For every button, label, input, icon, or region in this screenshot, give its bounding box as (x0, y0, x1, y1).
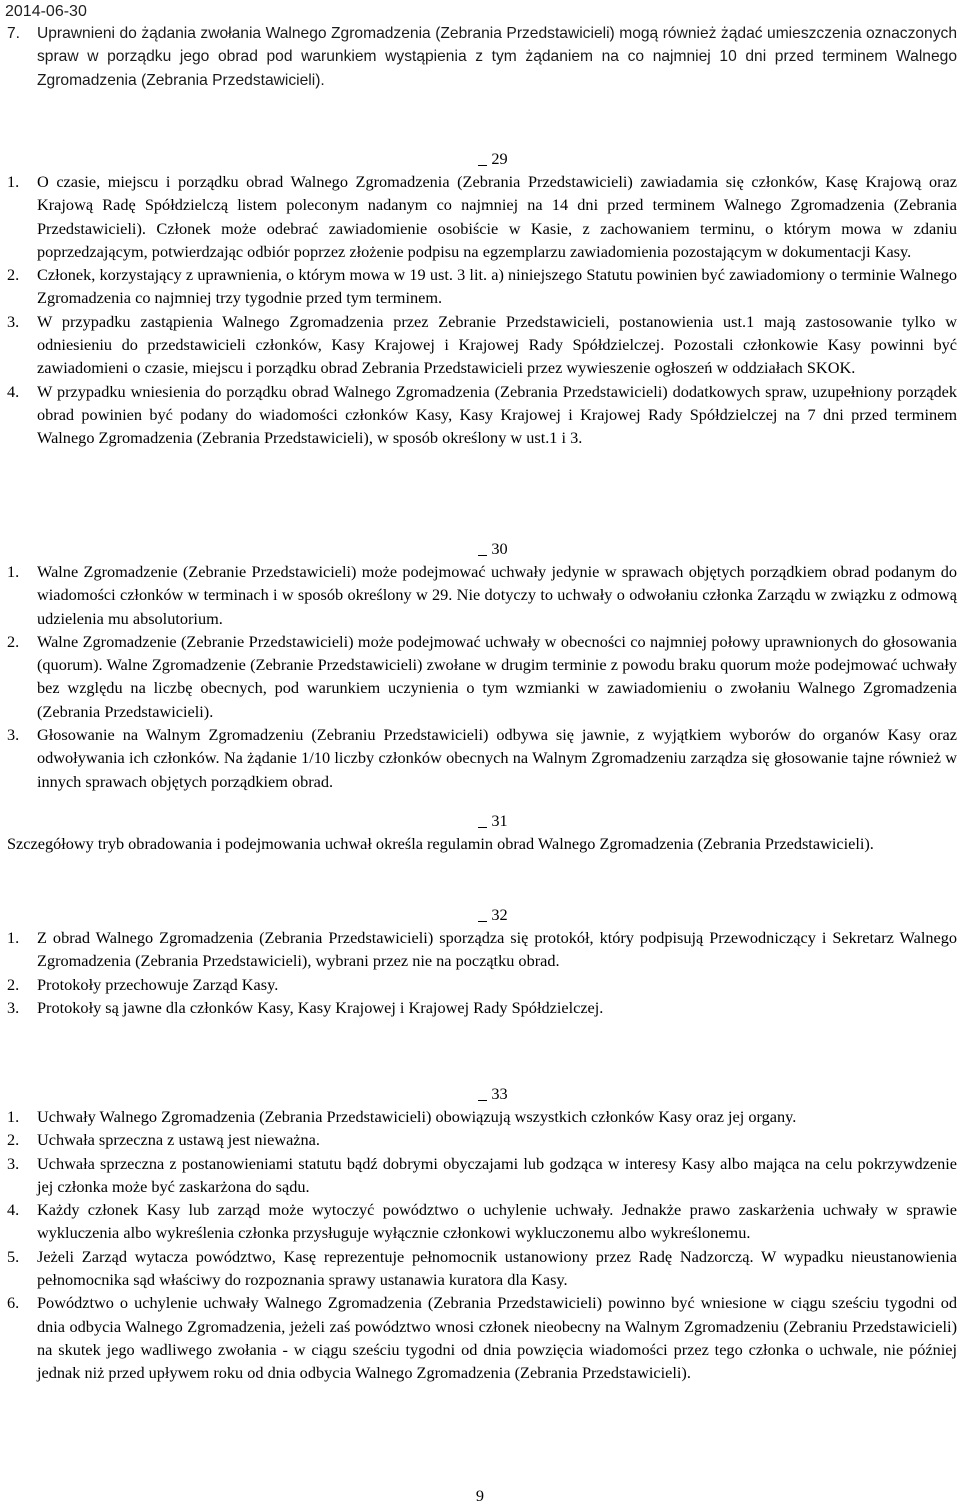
item-text: Walne Zgromadzenie (Zebranie Przedstawicieli) może podejmować uchwały w obecności co najmniej połowy uprawnionych do głosowania (quorum). Walne Zgromadzenie (Zebranie Przedstawicieli) zwołane w drugim terminie z powodu braku quorum może podejmować uchwały bez względu na liczbę obecnych, pod warunkiem uczynienia o tym wzmianki w zawiadomieniu o zwołaniu Walnego Zgromadzenia (Zebrania Przedstawicieli). (37, 631, 957, 721)
list-item (7, 380, 957, 450)
item-number: 2. (7, 631, 20, 651)
item-text: W przypadku zastąpienia Walnego Zgromadzenia przez Zebranie Przedstawicieli, postanowienia ust.1 mają zastosowanie tylko w odniesieniu do przedstawicieli członków, Kasy Krajowej i Krajowej Rady Spółdzielczej. Pozostali członkowie Kasy powinni być zawiadomieni o czasie, miejscu i porządku obrad Zebrania Przedstawicieli przez wywieszenie ogłoszeń w oddziałach SKOK. (37, 311, 957, 378)
section-29-list (7, 170, 957, 450)
section-heading-32 (463, 903, 523, 926)
item-number: 2. (7, 265, 20, 285)
section-heading-31 (463, 809, 523, 832)
list-item (7, 996, 957, 1019)
item-text: Powództwo o uchylenie uchwały Walnego Zgromadzenia (Zebrania Przedstawicieli) powinno być wniesione w ciągu sześciu tygodni od dnia odbycia Walnego Zgromadzenia, jeżeli zaś powództwo wnosi członek nieobecny na Walnym Zgromadzeniu (Zebraniu Przedstawicieli) na skutek jego wadliwego zwołania - w ciągu sześciu tygodni od dnia powzięcia wiadomości przez tego członka o uchwale, nie później jednak niż przed upływem roku od dnia odbycia Walnego Zgromadzenia (Zebrania Przedstawicieli). (37, 1293, 957, 1383)
item-text: Z obrad Walnego Zgromadzenia (Zebrania Przedstawicieli) sporządza się protokół, który podpisują Przewodniczący i Sekretarz Walnego Zgromadzenia (Zebrania Przedstawicieli), wybrani przez nie na początku obrad. (37, 928, 957, 971)
item-text: Uchwały Walnego Zgromadzenia (Zebrania Przedstawicieli) obowiązują wszystkich członków Kasy oraz jej organy. (37, 1107, 797, 1126)
list-item (7, 1128, 957, 1151)
section-33-list (7, 1105, 957, 1385)
item-text: Protokoły przechowuje Zarząd Kasy. (37, 974, 279, 994)
item-number: 1. (7, 1107, 20, 1126)
item-number: 1. (7, 928, 20, 947)
list-item (7, 1198, 957, 1245)
section-sign-icon (478, 816, 487, 828)
header-date: 2014-06-30 (5, 3, 87, 20)
section-32-list (7, 926, 957, 1019)
item-number: 5. (7, 1246, 20, 1266)
list-item (7, 1291, 957, 1384)
section-number: 33 (491, 1084, 508, 1103)
intro-list (7, 22, 957, 92)
list-item (7, 170, 957, 263)
section-number: 29 (491, 149, 508, 168)
list-item (7, 973, 957, 996)
item-number: 3. (7, 997, 20, 1017)
item-number: 3. (7, 311, 20, 331)
item-number: 2. (7, 1130, 20, 1150)
section-number: 32 (491, 905, 508, 924)
item-text: W przypadku wniesienia do porządku obrad Walnego Zgromadzenia (Zebrania Przedstawicieli) dodatkowych spraw, uzupełniony porządek obrad powinien być podany do wiadomości członków Kasy, Kasy Krajowej i Krajowej Rady Spółdzielczej na 7 dni przed terminem Walnego Zgromadzenia (Zebrania Przedstawicieli), w sposób określony w ust.1 i 3. (37, 381, 957, 448)
item-number: 4. (7, 381, 20, 401)
section-sign-icon (478, 910, 487, 922)
section-30-list (7, 560, 957, 793)
item-text: Uchwała sprzeczna z postanowieniami statutu bądź dobrymi obyczajami lub godząca w interesy Kasy albo mająca na celu pokrzywdzenie jej członka może być zaskarżona do sądu. (37, 1153, 957, 1196)
list-item (7, 1152, 957, 1199)
item-text: O czasie, miejscu i porządku obrad Walnego Zgromadzenia (Zebrania Przedstawicieli) zawiadamia się członków, Kasę Krajową oraz Krajową Radę Spółdzielczą listem poleconym nadanym co najmniej na 14 dni przed terminem Walnego Zgromadzenia (Zebrania Przedstawicieli). Członek może odebrać zawiadomienie osobiście w Kasie, z zachowaniem terminu, o którym mowa w zdaniu poprzedzającym, potwierdzając odbiór poprzez złożenie podpisu na egzemplarzu zawiadomienia pozostającym w dokumentacji Kasy. (37, 172, 957, 261)
item-number: 3. (7, 1153, 20, 1173)
section-heading-29 (463, 147, 523, 170)
list-item (7, 926, 957, 973)
section-heading-30 (463, 537, 523, 560)
list-item (7, 263, 957, 310)
item-text: Głosowanie na Walnym Zgromadzeniu (Zebraniu Przedstawicieli) odbywa się jawnie, z wyjątkiem wyborów do organów Kasy oraz odwoływania ich członków. Na żądanie 1/10 liczby członków obecnych na Walnym Zgromadzeniu zarządza się głosowanie tajne również w innych sprawach objętych porządkiem obrad. (37, 725, 957, 791)
section-sign-icon (478, 544, 487, 556)
section-sign-icon (478, 154, 487, 166)
item-number: 6. (7, 1293, 20, 1313)
page-number: 9 (475, 1486, 485, 1505)
item-text: Uchwała sprzeczna z ustawą jest nieważna. (37, 1130, 320, 1150)
list-item (7, 723, 957, 793)
item-text: Uprawnieni do żądania zwołania Walnego Zgromadzenia (Zebrania Przedstawicieli) mogą również żądać umieszczenia oznaczonych spraw w porządku jego obrad pod warunkiem wystąpienia z tym żądaniem na co najmniej 10 dni przed terminem Walnego Zgromadzenia (Zebrania Przedstawicieli). (37, 25, 957, 89)
item-number: 4. (7, 1200, 20, 1220)
list-item (7, 310, 957, 380)
section-sign-icon (478, 1089, 487, 1101)
section-heading-33 (463, 1082, 523, 1105)
item-text: Każdy członek Kasy lub zarząd może wytoczyć powództwo o uchylenie uchwały. Jednakże prawo zaskarżenia uchwały w sprawie wykluczenia albo wykreślenia członka przysługuje wyłącznie członkowi wykluczonemu albo wykreślonemu. (37, 1200, 957, 1243)
item-number: 7. (7, 25, 21, 42)
list-item (7, 1105, 957, 1128)
section-number: 30 (491, 539, 508, 558)
item-text: Protokoły są jawne dla członków Kasy, Kasy Krajowej i Krajowej Rady Spółdzielczej. (37, 997, 604, 1017)
list-item (7, 1245, 957, 1292)
item-number: 2. (7, 974, 20, 994)
item-text: Walne Zgromadzenie (Zebranie Przedstawicieli) może podejmować uchwały jedynie w sprawach objętych porządkiem obrad podanym do wiadomości członków w terminach i w sposób określony w 29. Nie dotyczy to uchwały o odwołaniu członka Zarządu w związku z odmową udzielenia mu absolutorium. (37, 562, 957, 628)
section-number: 31 (491, 811, 508, 830)
item-text: Jeżeli Zarząd wytacza powództwo, Kasę reprezentuje pełnomocnik ustanowiony przez Radę Nadzorczą. W wypadku nieustanowienia pełnomocnika sąd właściwy do rozpoznania sprawy ustanawia kuratora dla Kasy. (37, 1246, 957, 1290)
section-31-paragraph: Szczegółowy tryb obradowania i podejmowania uchwał określa regulamin obrad Walnego Zgromadzenia (Zebrania Przedstawicieli). (7, 834, 874, 853)
item-text: Członek, korzystający z uprawnienia, o którym mowa w 19 ust. 3 lit. a) niniejszego Statutu powinien być zawiadomiony o terminie Walnego Zgromadzenia co najmniej trzy tygodnie przed tym terminem. (37, 265, 957, 308)
list-item (7, 560, 957, 630)
item-number: 1. (7, 172, 20, 191)
list-item (7, 22, 957, 92)
item-number: 1. (7, 562, 20, 581)
list-item (7, 630, 957, 723)
item-number: 3. (7, 725, 20, 745)
